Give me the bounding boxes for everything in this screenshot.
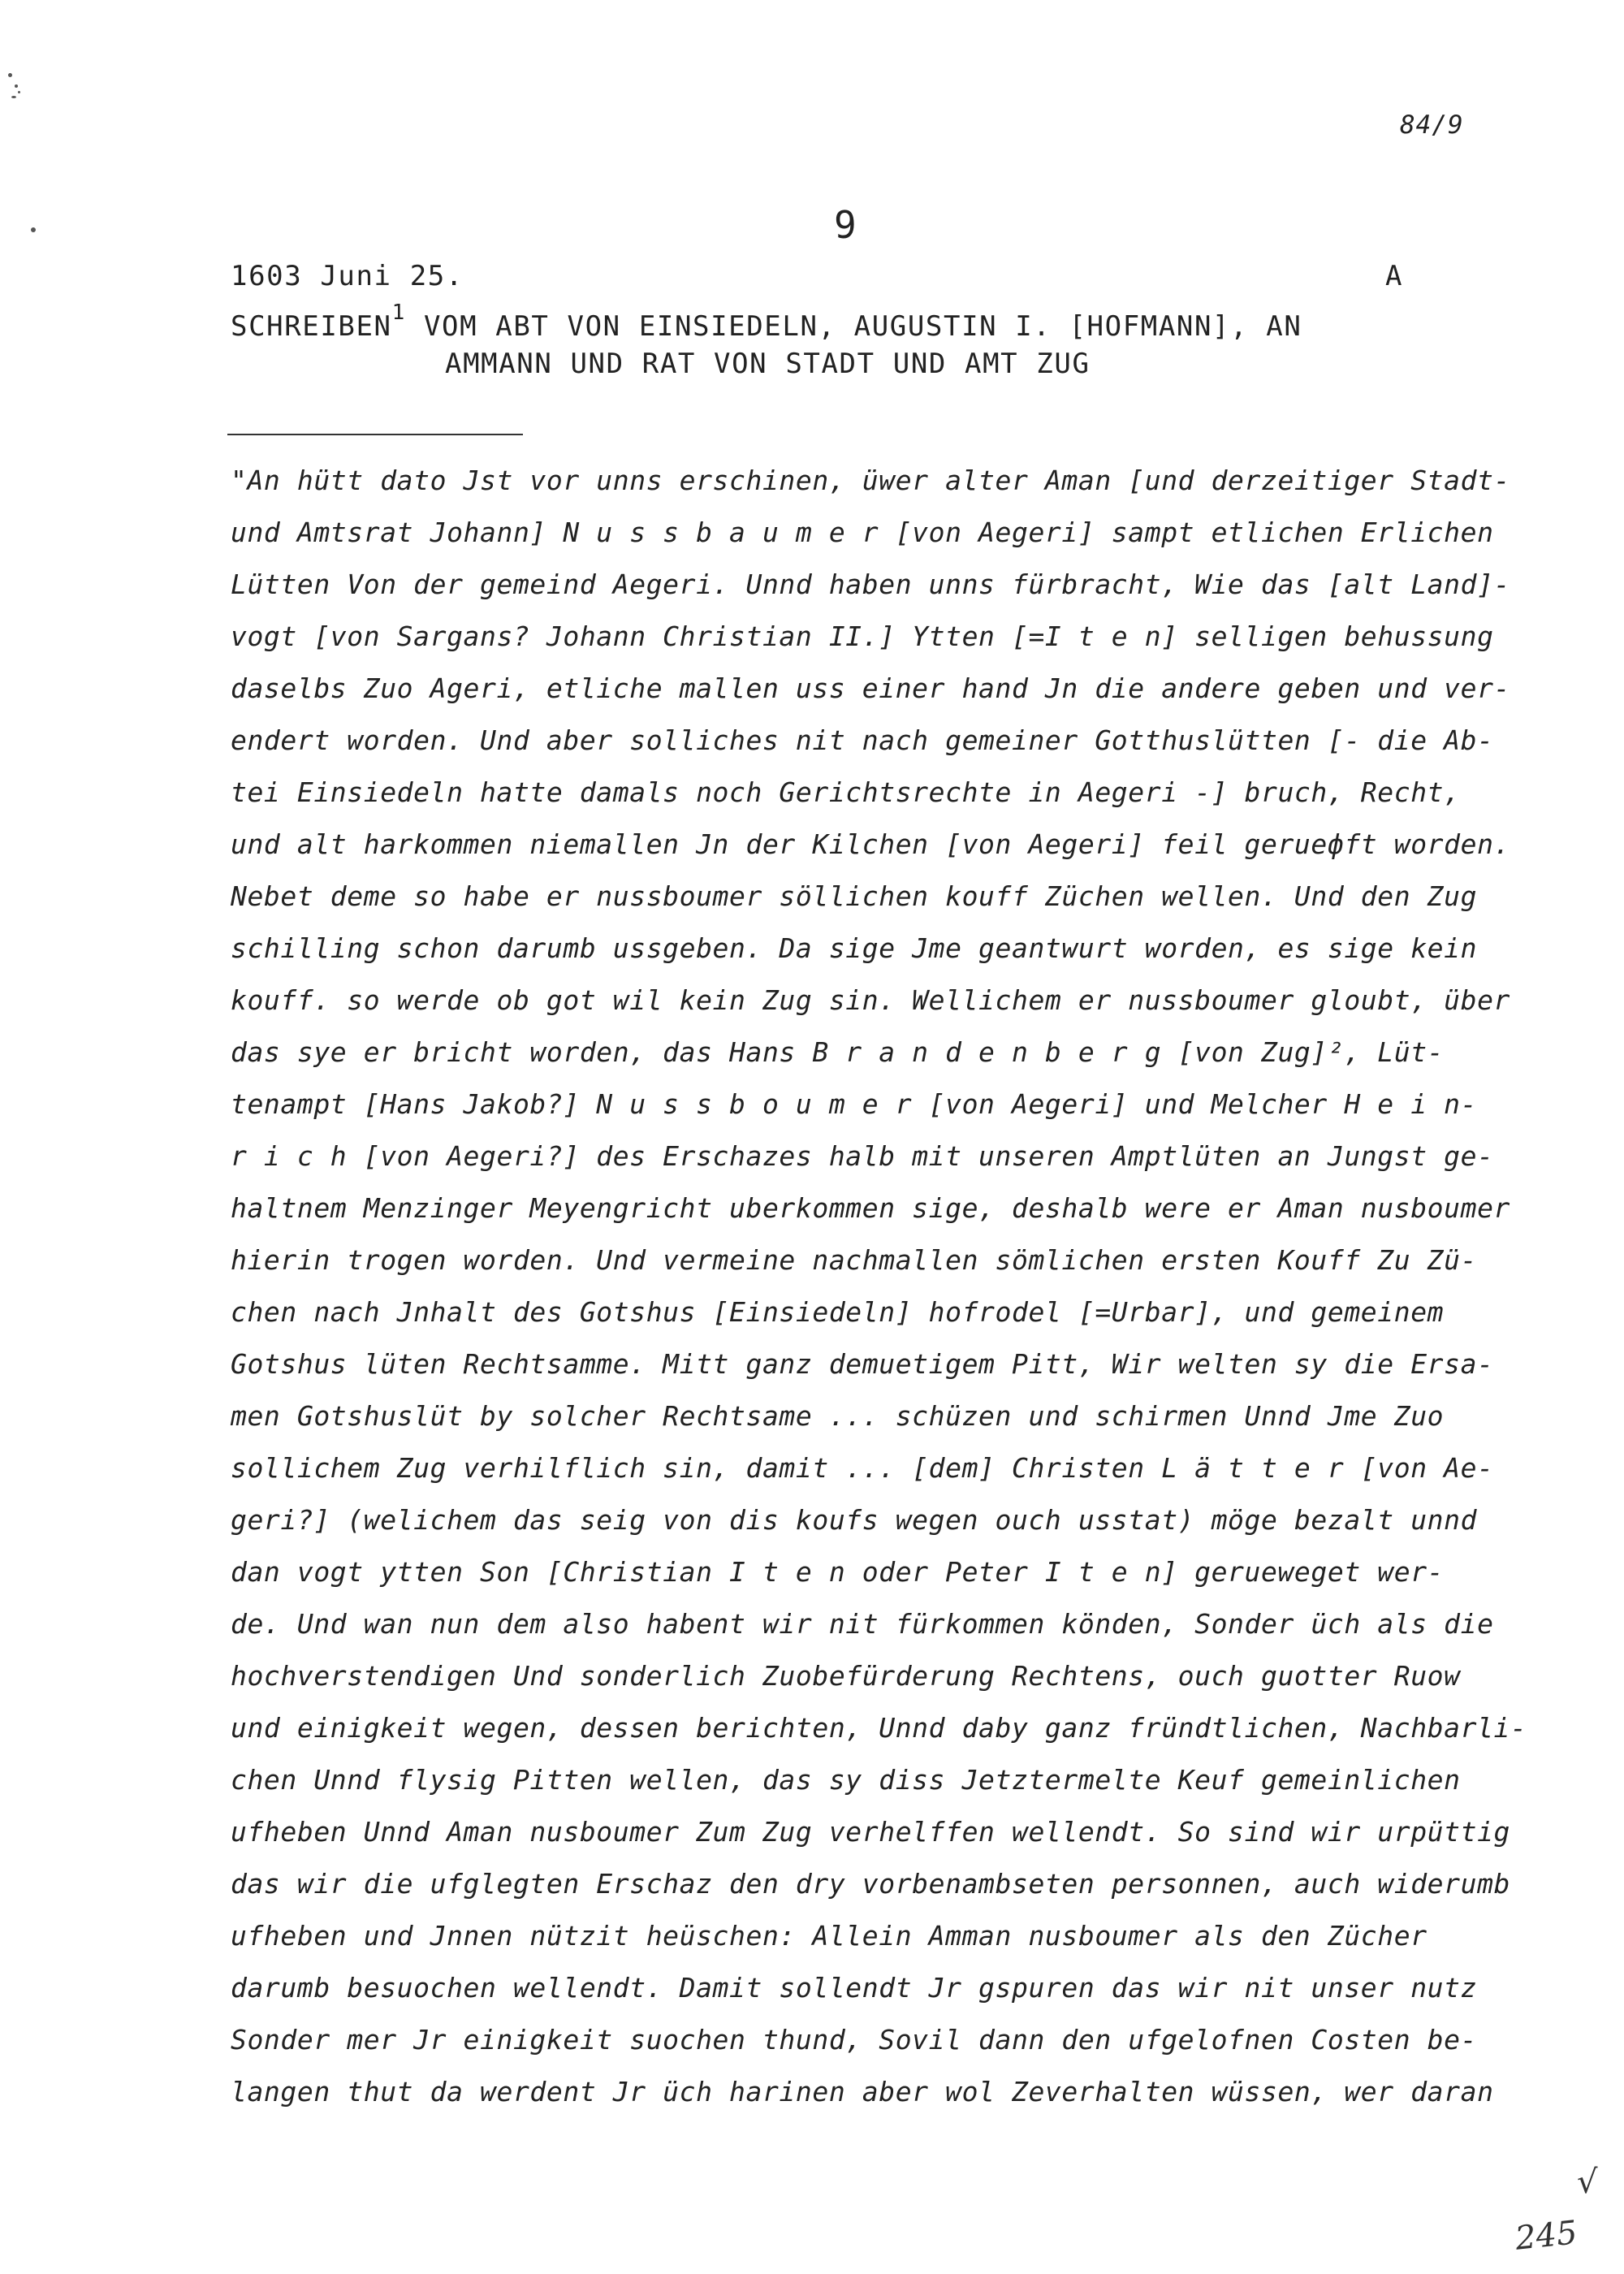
body-line: kouff. so werde ob got wil kein Zug sin. Wellichem er nussboumer gloubt, über [231,984,1511,1016]
body-line: chen nach Jnhalt des Gotshus [Einsiedeln] hofrodel [=Urbar], und gemeinem [231,1296,1445,1328]
body-line: schilling schon darumb ussgeben. Da sige Jme geantwurt worden, es sige kein [231,932,1478,964]
body-line: haltnem Menzinger Meyengricht uberkommen sige, deshalb were er Aman nusboumer [231,1192,1511,1224]
document-title-line-1 [231,300,1302,343]
body-line: hierin trogen worden. Und vermeine nachmallen sömlichen ersten Kouff Zu Zü- [231,1244,1478,1276]
body-line: vogt [von Sargans? Johann Christian II.] Ytten [=I t e n] selligen behussung [231,620,1494,652]
title-word: SCHREIBEN [231,310,392,343]
body-line: dan vogt ytten Son [Christian I t e n oder Peter I t e n] gerueweget wer- [231,1556,1445,1588]
scan-speck [31,227,36,232]
body-line: und einigkeit wegen, dessen berichten, Unnd daby ganz fründtlichen, Nachbarli- [231,1712,1527,1744]
scan-speck [18,91,20,93]
title-rest: VOM ABT VON EINSIEDELN, AUGUSTIN I. [HOFMANN], AN [405,310,1302,343]
folio-number: 84/9 [1400,110,1464,140]
handwritten-page-number: 245 [1513,2214,1579,2258]
document-title-line-2: AMMANN UND RAT VON STADT UND AMT ZUG [445,348,1091,380]
body-line: darumb besuochen wellendt. Damit sollendt Jr gspuren das wir nit unser nutz [231,1972,1478,2004]
scan-speck [8,73,12,77]
body-line: hochverstendigen Und sonderlich Zuobefürderung Rechtens, ouch guotter Ruow [231,1660,1461,1692]
body-line: endert worden. Und aber solliches nit nach gemeiner Gotthuslütten [- die Ab- [231,724,1494,756]
body-line: r i c h [von Aegeri?] des Erschazes halb mit unseren Amptlüten an Jungst ge- [231,1140,1494,1172]
body-line: geri?] (welichem das seig von dis koufs wegen ouch usstat) möge bezalt unnd [231,1504,1478,1536]
body-line: Gotshus lüten Rechtsamme. Mitt ganz demuetigem Pitt, Wir welten sy die Ersa- [231,1348,1494,1380]
body-line: und alt harkommen niemallen Jn der Kilchen [von Aegeri] feil gerueфft worden. [231,828,1511,860]
body-line: Sonder mer Jr einigkeit suochen thund, Sovil dann den ufgelofnen Costen be- [231,2024,1478,2056]
scan-speck [11,96,16,98]
document-date: 1603 Juni 25. [231,260,464,292]
body-line: ufheben Unnd Aman nusboumer Zum Zug verhelffen wellendt. So sind wir urpüttig [231,1816,1511,1848]
body-line: tenampt [Hans Jakob?] N u s s b o u m e r [von Aegeri] und Melcher H e i n- [231,1088,1478,1120]
body-line: langen thut da werdent Jr üch harinen aber wol Zeverhalten wüssen, wer daran [231,2076,1494,2108]
version-marker: A [1385,260,1404,292]
body-line: men Gotshuslüt by solcher Rechtsame ... schüzen und schirmen Unnd Jme Zuo [231,1400,1445,1432]
body-line: ufheben und Jnnen nützit heüschen: Allein Amman nusboumer als den Zücher [231,1920,1427,1952]
body-line: Nebet deme so habe er nussboumer söllichen kouff Züchen wellen. Und den Zug [231,880,1478,912]
body-line: und Amtsrat Johann] N u s s b a u m e r [von Aegeri] sampt etlichen Erlichen [231,517,1494,548]
letter-body [231,455,1530,2118]
body-line: sollichem Zug verhilflich sin, damit ... [dem] Christen L ä t t e r [von Ae- [231,1452,1494,1484]
body-line: de. Und wan nun dem also habent wir nit fürkommen könden, Sonder üch als die [231,1608,1494,1640]
body-line: chen Unnd flysig Pitten wellen, das sy diss Jetztermelte Keuf gemeinlichen [231,1764,1461,1796]
footnote-marker: 1 [391,300,406,325]
document-number: 9 [834,203,857,247]
body-line: Lütten Von der gemeind Aegeri. Unnd haben unns fürbracht, Wie das [alt Land]- [231,568,1511,600]
body-line: "An hütt dato Jst vor unns erschinen, üwer alter Aman [und derzeitiger Stadt- [231,465,1511,496]
separator-rule [227,434,523,435]
scan-speck [15,84,18,88]
handwritten-check-mark: √ [1577,2164,1598,2201]
body-line: das wir die ufglegten Erschaz den dry vorbenambseten personnen, auch widerumb [231,1868,1511,1900]
body-line: das sye er bricht worden, das Hans B r a n d e n b e r g [von Zug]², Lüt- [231,1036,1445,1068]
body-line: tei Einsiedeln hatte damals noch Gerichtsrechte in Aegeri -] bruch, Recht, [231,776,1461,808]
body-line: daselbs Zuo Ageri, etliche mallen uss einer hand Jn die andere geben und ver- [231,672,1511,704]
